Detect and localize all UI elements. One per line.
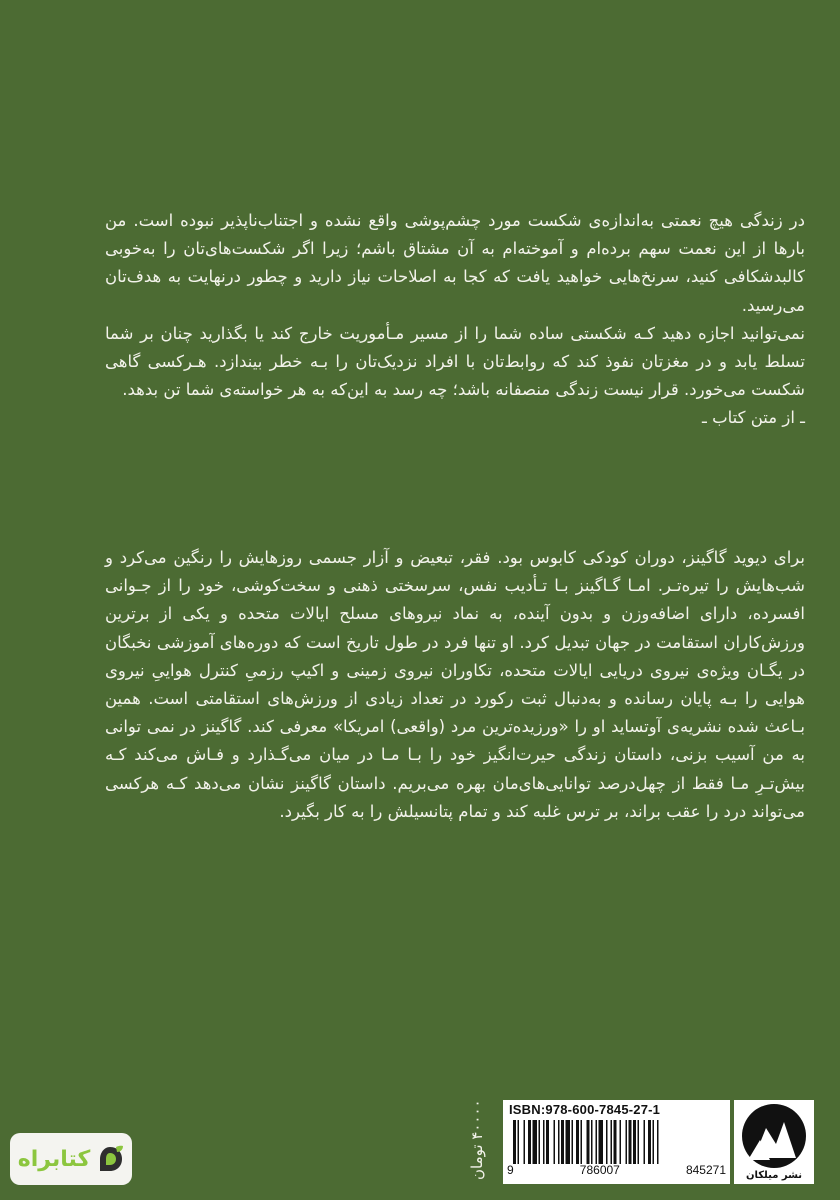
barcode bbox=[503, 1100, 730, 1184]
barcode-bar bbox=[561, 1120, 564, 1164]
barcode-bar bbox=[558, 1120, 560, 1164]
description-text: برای دیوید گاگینز، دوران کودکی کابوس بود. فقر، تبعیض و آزار جسمی روزهایش را رنگین می‌کرد و شب‌هایش را تیره‌تـر. امـا گـاگینز بـا تـأدیب نفس، سرسختی ذهنی و سخت‌کوشی، خود را از جـوانی افسرده، دارای اضافه‌وزن و بدون آینده، به نماد نیروهای مسلح ایالات متحده و یکی از برترین ورزش‌کاران استقامت در جهان تبدیل کرد. او تنها فرد در طول تاریخ است که دوره‌های آموزشی نخبگان در یگـان ویژه‌ی نیروی دریایی ایالات متحده، تکاوران نیروی زمینی و اکیپ رزمیِ کنترل هواییِ نیروی هوایی را بـه پایان رسانده و به‌دنبال ثبت رکورد در تعداد زیادی از ورزش‌های استقامتی است. همین بـاعث شده نشریه‌ی آوتساید او را «ورزیده‌ترین مرد (واقعی) امریکا» معرفی کند. گاگینز در نمی توانی به من آسیب بزنی، داستان زندگی حیرت‌انگیز خود را بـا مـا در میان می‌گـذارد و فـاش می‌کند کـه بیش‌تـرِ مـا فقط از چهل‌درصد توانایی‌های‌مان بهره می‌بریم. داستان گاگینز نشان می‌دهد کـه هرکسی می‌تواند درد را عقب براند، بر ترس غلبه کند و تمام پتانسیلش را به کار بگیرد. bbox=[105, 548, 805, 821]
barcode-bar bbox=[513, 1120, 516, 1164]
barcode-bar bbox=[620, 1120, 622, 1164]
quote-paragraph-2: نمی‌توانید اجازه دهید کـه شکستی ساده شما را از مسیر مـأموریت خارج کند یا بگذارید چنان بر شما تسلط یابد و در مغزتان نفوذ کند که روابط‌تان با افراد نزدیک‌تان را بـه خطر بیندازد. هـرکسی گاهی شکست می‌خورد. قرار نیست زندگی منصفانه باشد؛ چه رسد به این‌که به هر خواسته‌ی شما تن بدهد. bbox=[105, 323, 805, 400]
barcode-bar bbox=[599, 1120, 604, 1164]
barcode-bar bbox=[587, 1120, 590, 1164]
barcode-digits bbox=[507, 1163, 726, 1177]
barcode-bar bbox=[572, 1120, 574, 1164]
barcode-bar bbox=[566, 1120, 571, 1164]
barcode-bar bbox=[524, 1120, 526, 1164]
leaf-chat-icon bbox=[96, 1145, 124, 1173]
barcode-bar bbox=[576, 1120, 579, 1164]
barcode-bar bbox=[596, 1120, 598, 1164]
mountain-emblem-icon bbox=[734, 1100, 814, 1170]
barcode-digit-group-2: 845271 bbox=[685, 1163, 726, 1177]
quote-paragraph-1: در زندگی هیچ نعمتی به‌اندازه‌ی شکست مورد چشم‌پوشی واقع نشده و اجتناب‌ناپذیر نبوده است. من بارها از این نعمت سهم برده‌ام و آموخته‌ام به آن مشتاق باشم؛ زیرا اگر شکست‌های‌تان را به‌خوبی کالبدشکافی کنید، سرنخ‌هایی خواهید یافت که کجا به اصلاحات نیاز دارید و چطور درنهایت به هدف‌تان می‌رسید. bbox=[105, 211, 805, 315]
quote-source: ـ از متن کتاب ـ bbox=[702, 408, 805, 428]
logo-text: کتابراه bbox=[17, 1146, 91, 1172]
book-description bbox=[105, 544, 805, 826]
book-quote bbox=[105, 207, 805, 433]
ketabrah-logo[interactable] bbox=[10, 1133, 132, 1185]
barcode-bar bbox=[657, 1120, 659, 1164]
barcode-bar bbox=[614, 1120, 617, 1164]
barcode-bar bbox=[518, 1120, 520, 1164]
barcode-digit-first: 9 bbox=[507, 1163, 514, 1177]
barcode-bars bbox=[509, 1120, 724, 1164]
publisher-logo bbox=[734, 1100, 814, 1184]
barcode-bar bbox=[626, 1120, 628, 1164]
barcode-bar bbox=[644, 1120, 646, 1164]
barcode-bar bbox=[606, 1120, 608, 1164]
barcode-bar bbox=[581, 1120, 583, 1164]
barcode-bar bbox=[546, 1120, 549, 1164]
barcode-bar bbox=[528, 1120, 531, 1164]
barcode-bar bbox=[533, 1120, 538, 1164]
barcode-bar bbox=[633, 1120, 636, 1164]
publisher-name: نشر میلکان bbox=[745, 1170, 803, 1181]
barcode-bar bbox=[629, 1120, 632, 1164]
barcode-bar bbox=[554, 1120, 556, 1164]
barcode-bar bbox=[653, 1120, 655, 1164]
price-label: ۴۰۰۰۰ تومان bbox=[468, 1099, 486, 1181]
barcode-bar bbox=[543, 1120, 545, 1164]
barcode-bar bbox=[638, 1120, 640, 1164]
barcode-bar bbox=[539, 1120, 541, 1164]
barcode-bar bbox=[648, 1120, 651, 1164]
isbn-label: ISBN:978-600-7845-27-1 bbox=[509, 1102, 661, 1117]
barcode-digit-group-1: 786007 bbox=[579, 1163, 620, 1177]
barcode-bar bbox=[611, 1120, 613, 1164]
barcode-bar bbox=[591, 1120, 593, 1164]
